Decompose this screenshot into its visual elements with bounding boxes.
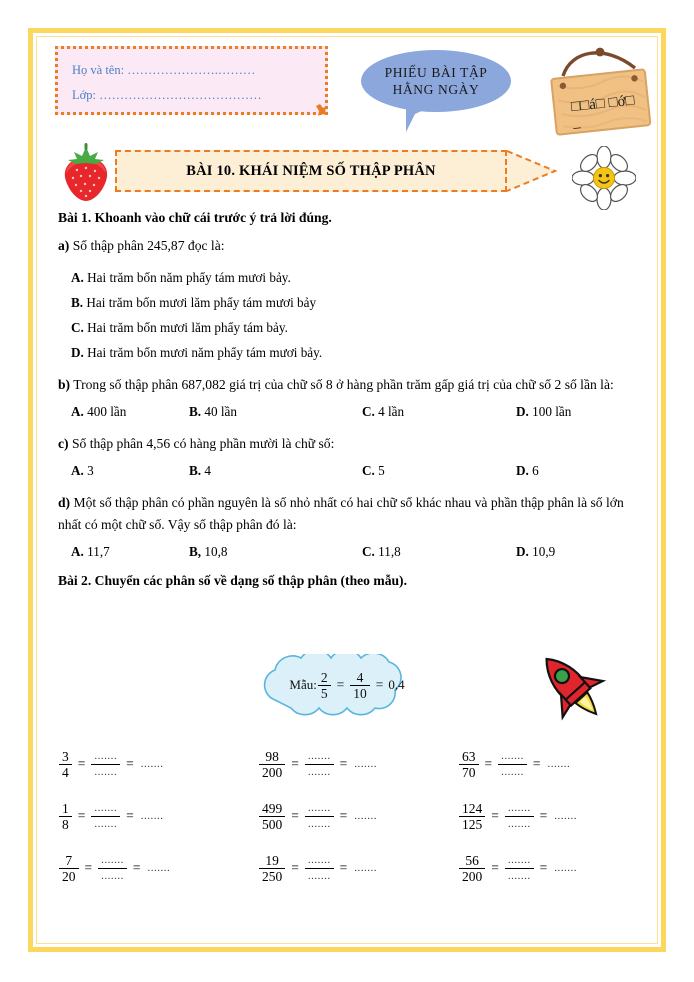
denominator-blank: ....... <box>91 816 120 832</box>
student-name-line[interactable]: Họ và tên: ………………….……… <box>72 63 256 77</box>
answer-fraction-blank[interactable] <box>91 801 120 832</box>
sample-cloud <box>249 654 445 716</box>
denominator-blank: ....... <box>505 868 534 884</box>
question-b-label: b) <box>58 377 71 392</box>
option-key: C. <box>362 404 375 419</box>
numerator: 499 <box>262 800 283 816</box>
question-b-stem <box>58 374 640 396</box>
option-key: B, <box>189 544 202 559</box>
equals-sign: = <box>339 860 348 875</box>
numerator: 98 <box>265 748 279 764</box>
numerator-blank: ....... <box>507 853 531 866</box>
fraction-item[interactable] <box>58 842 258 894</box>
equals-sign: = <box>539 808 548 823</box>
denominator: 5 <box>318 685 331 701</box>
denominator: 20 <box>59 868 79 884</box>
option-key: A. <box>71 270 84 285</box>
denominator-blank: ....... <box>91 764 120 780</box>
wooden-sign-text: □□á□ □ớ□ <box>570 92 636 116</box>
student-class-line[interactable]: Lớp: ………………………………… <box>72 88 262 102</box>
denominator: 8 <box>59 816 72 832</box>
equals-sign: = <box>336 677 345 692</box>
decimal-answer-blank[interactable]: ....... <box>147 862 171 874</box>
equals-sign: = <box>84 860 93 875</box>
option-text: Hai trăm bốn mươi lăm phẩy tám bảy. <box>87 320 288 335</box>
question-d-text: Một số thập phân có phần nguyên là số nhỏ nhất có hai chữ số khác nhau và phần thập phân là số lớn nhất có một chữ số. Vậy số thập phân đó là: <box>58 495 624 532</box>
sample-fraction-2 <box>350 670 370 701</box>
option-key: D. <box>516 463 529 478</box>
equals-sign: = <box>339 756 348 771</box>
fraction-row <box>58 738 658 790</box>
question-d-options <box>58 544 640 569</box>
fraction-item[interactable] <box>258 790 458 842</box>
equals-sign: = <box>77 808 86 823</box>
numerator-blank: ....... <box>507 801 531 814</box>
equals-sign: = <box>484 756 493 771</box>
option-key: A. <box>71 463 84 478</box>
option-key: D. <box>71 345 84 360</box>
numerator-blank: ....... <box>101 853 124 866</box>
answer-fraction-blank[interactable] <box>91 749 120 780</box>
source-fraction <box>259 749 285 780</box>
fraction-item[interactable] <box>258 738 458 790</box>
badge-line-2: HẰNG NGÀY <box>392 82 480 97</box>
source-fraction <box>59 801 72 832</box>
worksheet-badge <box>361 50 511 136</box>
option-text: Hai trăm bốn mươi lăm phẩy tám mươi bảy <box>86 295 317 310</box>
worksheet-content <box>58 210 640 598</box>
option-key: D. <box>516 544 529 559</box>
question-a-stem <box>58 235 640 257</box>
option-c-C[interactable] <box>362 463 385 479</box>
option-c-B[interactable] <box>189 463 211 479</box>
numerator-blank: ....... <box>307 749 331 762</box>
question-a-label: a) <box>58 238 70 253</box>
option-key: A. <box>71 404 84 419</box>
option-text: Hai trăm bốn năm phẩy tám mươi bảy. <box>87 270 291 285</box>
question-c-text: Số thập phân 4,56 có hàng phần mười là chữ số: <box>71 436 335 451</box>
answer-fraction-blank[interactable] <box>498 749 527 780</box>
badge-line-1: PHIẾU BÀI TẬP <box>384 65 488 80</box>
option-a-A[interactable] <box>58 265 640 290</box>
denominator-blank: ....... <box>98 868 127 884</box>
option-key: C. <box>71 320 84 335</box>
numerator: 3 <box>62 748 69 764</box>
numerator: 7 <box>65 852 73 868</box>
option-a-B[interactable] <box>58 290 640 315</box>
exercise-2-heading: Bài 2. Chuyển các phân số về dạng số thập phân (theo mẫu). <box>58 573 407 588</box>
numerator: 1 <box>62 800 69 816</box>
decimal-answer-blank[interactable]: ....... <box>547 758 571 770</box>
strawberry-icon <box>60 143 112 203</box>
sample-expression <box>249 654 445 716</box>
answer-fraction-blank[interactable] <box>305 749 334 780</box>
option-d-C[interactable] <box>362 544 401 560</box>
option-key: B. <box>189 404 202 419</box>
source-fraction <box>59 853 79 884</box>
option-key: C. <box>362 463 375 478</box>
equals-sign: = <box>539 860 548 875</box>
option-a-D[interactable] <box>58 340 640 365</box>
equals-sign: = <box>126 808 134 823</box>
option-text: 4 lần <box>378 404 405 419</box>
option-text: 4 <box>204 463 211 478</box>
denominator: 70 <box>459 764 479 780</box>
decimal-answer-blank[interactable]: ....... <box>140 810 164 822</box>
answer-fraction-blank[interactable] <box>305 801 334 832</box>
denominator-blank: ....... <box>505 816 534 832</box>
decimal-answer-blank[interactable]: ....... <box>554 862 577 874</box>
lesson-title-body <box>115 150 507 192</box>
student-info-box <box>55 46 328 115</box>
question-c-label: c) <box>58 436 69 451</box>
numerator: 19 <box>265 852 279 868</box>
fraction-item[interactable] <box>458 790 658 842</box>
numerator-blank: ....... <box>94 749 118 762</box>
fraction-item[interactable] <box>458 738 658 790</box>
numerator-blank: ....... <box>94 801 118 814</box>
numerator-blank: ....... <box>307 801 331 814</box>
numerator: 4 <box>356 669 364 685</box>
option-d-A[interactable] <box>71 544 110 560</box>
question-b-text: Trong số thập phân 687,082 giá trị của chữ số 8 ở hàng phần trăm gấp giá trị của chữ số 2 số lần là: <box>73 377 614 392</box>
fraction-row <box>58 842 658 894</box>
worksheet-sheet <box>38 38 656 942</box>
denominator: 125 <box>459 816 485 832</box>
answer-fraction-blank[interactable] <box>98 853 127 884</box>
denominator-blank: ....... <box>305 868 334 884</box>
page-title: BÀI 10. KHÁI NIỆM SỐ THẬP PHÂN <box>186 162 436 179</box>
equals-sign: = <box>291 756 299 771</box>
option-a-C[interactable] <box>58 315 640 340</box>
option-key: C. <box>362 544 375 559</box>
denominator: 500 <box>259 816 285 832</box>
fraction-item[interactable] <box>58 790 258 842</box>
lesson-title-banner <box>115 150 555 192</box>
option-text: 40 lần <box>204 404 237 419</box>
option-b-D[interactable] <box>516 404 571 420</box>
answer-fraction-blank[interactable] <box>505 853 534 884</box>
numerator: 2 <box>320 669 328 685</box>
option-b-A[interactable] <box>71 404 126 420</box>
option-d-D[interactable] <box>516 544 555 560</box>
option-key: A. <box>71 544 84 559</box>
source-fraction <box>459 749 479 780</box>
source-fraction <box>259 853 285 884</box>
equals-sign: = <box>339 808 348 823</box>
decimal-answer-blank[interactable]: ....... <box>354 810 377 822</box>
wooden-sign-icon <box>545 42 657 146</box>
banner-arrow-icon <box>505 150 561 192</box>
decimal-answer-blank[interactable]: ....... <box>140 758 164 770</box>
option-c-D[interactable] <box>516 463 539 479</box>
option-key: B. <box>71 295 84 310</box>
numerator-blank: ....... <box>501 749 524 762</box>
fraction-item[interactable] <box>458 842 658 894</box>
denominator: 200 <box>259 764 285 780</box>
equals-sign: = <box>491 860 499 875</box>
box-corner-fold-icon <box>315 103 329 117</box>
option-b-B[interactable] <box>189 404 237 420</box>
denominator-blank: ....... <box>305 816 334 832</box>
decimal-answer-blank[interactable]: ....... <box>354 862 377 874</box>
option-text: 11,7 <box>87 544 110 559</box>
denominator-blank: ....... <box>305 764 334 780</box>
fraction-row <box>58 790 658 842</box>
equals-sign: = <box>126 756 134 771</box>
source-fraction <box>59 749 72 780</box>
denominator: 4 <box>59 764 72 780</box>
denominator: 200 <box>459 868 485 884</box>
equals-sign: = <box>132 860 141 875</box>
sample-prefix: Mẫu: <box>289 677 317 692</box>
option-text: 100 lần <box>532 404 572 419</box>
option-text: 10,8 <box>204 544 228 559</box>
sample-fraction-1 <box>318 670 331 701</box>
option-text: 5 <box>378 463 385 478</box>
numerator-blank: ....... <box>307 853 331 866</box>
source-fraction <box>259 801 285 832</box>
denominator: 10 <box>350 685 370 701</box>
question-c-options <box>58 463 640 488</box>
option-text: 6 <box>532 463 539 478</box>
option-d-B[interactable] <box>189 544 227 560</box>
rocket-icon <box>531 646 609 724</box>
answer-fraction-blank[interactable] <box>305 853 334 884</box>
equals-sign: = <box>375 677 384 692</box>
question-a-options <box>58 265 640 365</box>
speech-bubble <box>361 50 511 112</box>
fraction-item[interactable] <box>58 738 258 790</box>
question-d-stem <box>58 492 640 536</box>
equals-sign: = <box>291 808 299 823</box>
equals-sign: = <box>532 756 541 771</box>
question-b-options <box>58 404 640 429</box>
option-text: 3 <box>87 463 94 478</box>
question-d-label: d) <box>58 495 71 510</box>
denominator: 250 <box>259 868 285 884</box>
option-key: B. <box>189 463 202 478</box>
numerator: 124 <box>462 800 483 816</box>
question-a-text: Số thập phân 245,87 đọc là: <box>72 238 225 253</box>
numerator: 63 <box>462 748 476 764</box>
wooden-sign-subtext: _ <box>572 114 582 132</box>
option-b-C[interactable] <box>362 404 404 420</box>
decimal-answer-blank[interactable]: ....... <box>554 810 577 822</box>
equals-sign: = <box>291 860 299 875</box>
sample-result: 0,4 <box>388 677 405 692</box>
option-text: 11,8 <box>378 544 401 559</box>
option-text: 400 lần <box>87 404 127 419</box>
question-c-stem <box>58 433 640 455</box>
flower-smiley-icon <box>572 146 636 210</box>
equals-sign: = <box>491 808 499 823</box>
denominator-blank: ....... <box>498 764 527 780</box>
option-text: 10,9 <box>532 544 556 559</box>
option-c-A[interactable] <box>71 463 94 479</box>
exercise-1-heading: Bài 1. Khoanh vào chữ cái trước ý trả lời đúng. <box>58 210 332 225</box>
source-fraction <box>459 853 485 884</box>
fraction-exercise-grid <box>58 738 658 894</box>
equals-sign: = <box>77 756 86 771</box>
source-fraction <box>459 801 485 832</box>
option-text: Hai trăm bốn mươi năm phẩy tám mươi bảy. <box>87 345 323 360</box>
decimal-answer-blank[interactable]: ....... <box>354 758 377 770</box>
numerator: 56 <box>465 852 479 868</box>
fraction-item[interactable] <box>258 842 458 894</box>
answer-fraction-blank[interactable] <box>505 801 534 832</box>
option-key: D. <box>516 404 529 419</box>
